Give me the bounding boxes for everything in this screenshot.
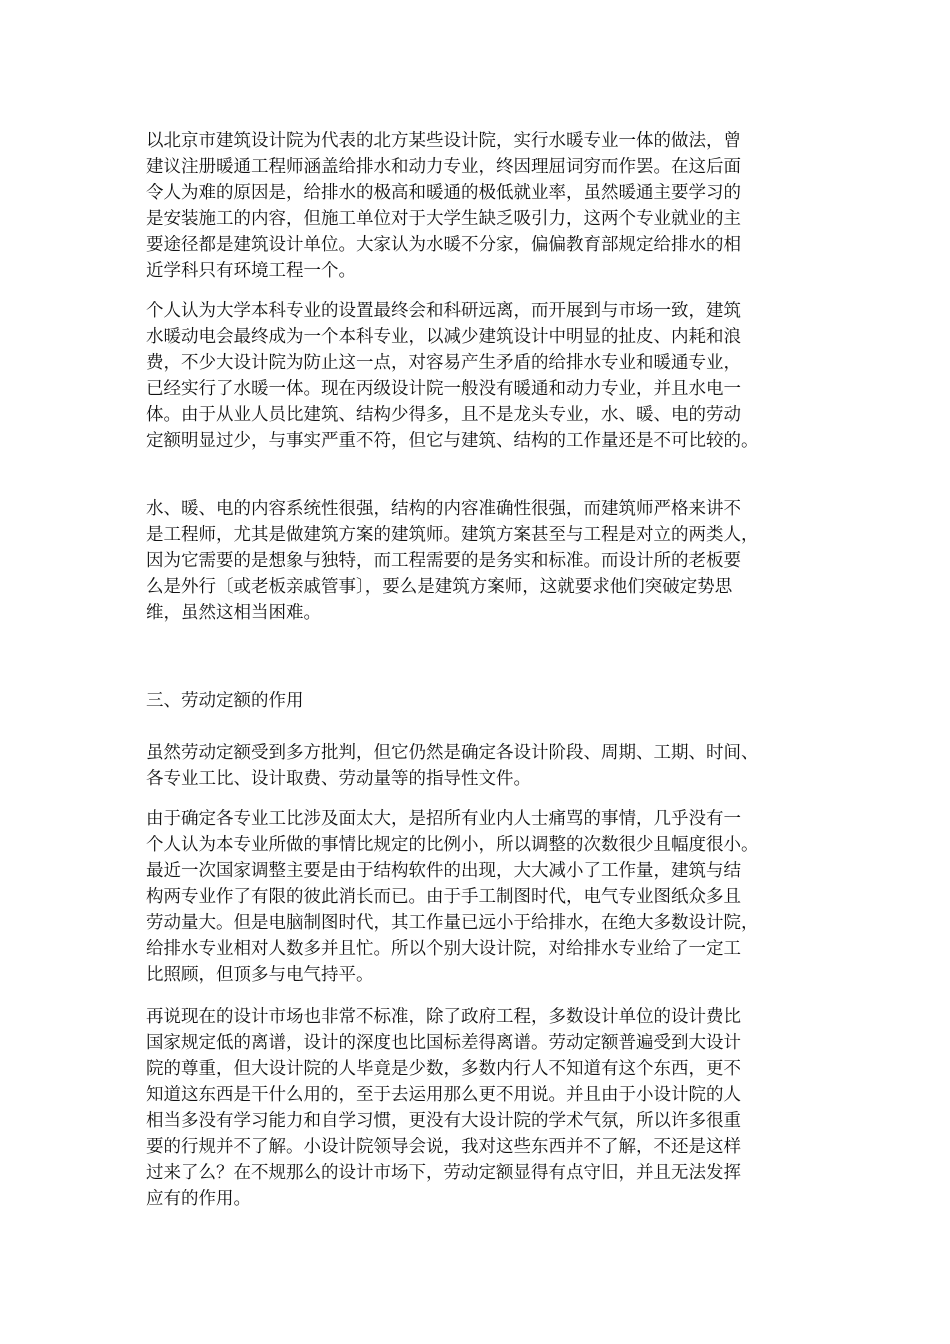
paragraph-5	[146, 806, 808, 988]
text-line: 给排水专业相对人数多并且忙。所以个别大设计院，对给排水专业给了一定工	[146, 939, 741, 959]
text-line: 维，虽然这相当困难。	[146, 603, 321, 623]
text-line: 相当多没有学习能力和自学习惯，更没有大设计院的学术气氛，所以许多很重	[146, 1111, 741, 1131]
text-line: 过来了么？在不规那么的设计市场下，劳动定额显得有点守旧，并且无法发挥	[146, 1163, 741, 1183]
text-line: 已经实行了水暖一体。现在丙级设计院一般没有暖通和动力专业，并且水电一	[146, 379, 741, 399]
heading-text: 三、劳动定额的作用	[146, 691, 304, 711]
text-line: 水、暖、电的内容系统性很强，结构的内容准确性很强，而建筑师严格来讲不	[146, 499, 741, 519]
text-line: 因为它需要的是想象与独特，而工程需要的是务实和标准。而设计所的老板要	[146, 551, 741, 571]
text-line: 个人认为大学本科专业的设置最终会和科研远离，而开展到与市场一致，建筑	[146, 301, 741, 321]
text-line: 要的行规并不了解。小设计院领导会说，我对这些东西并不了解，不还是这样	[146, 1137, 741, 1157]
text-line: 是工程师，尤其是做建筑方案的建筑师。建筑方案甚至与工程是对立的两类人，	[146, 525, 759, 545]
text-line: 虽然劳动定额受到多方批判，但它仍然是确定各设计阶段、周期、工期、时间、	[146, 743, 759, 763]
text-line: 近学科只有环境工程一个。	[146, 261, 356, 281]
text-line: 以北京市建筑设计院为代表的北方某些设计院，实行水暖专业一体的做法，曾	[146, 131, 741, 151]
text-line: 劳动量大。但是电脑制图时代，其工作量已远小于给排水，在绝大多数设计院，	[146, 913, 759, 933]
text-line: 知道这东西是干什么用的，至于去运用那么更不用说。并且由于小设计院的人	[146, 1085, 741, 1105]
text-line: 比照顾，但顶多与电气持平。	[146, 965, 374, 985]
text-line: 个人认为本专业所做的事情比规定的比例小，所以调整的次数很少且幅度很小。	[146, 835, 759, 855]
text-line: 最近一次国家调整主要是由于结构软件的出现，大大减小了工作量，建筑与结	[146, 861, 741, 881]
text-line: 水暖动电会最终成为一个本科专业，以减少建筑设计中明显的扯皮、内耗和浪	[146, 327, 741, 347]
text-line: 院的尊重，但大设计院的人毕竟是少数，多数内行人不知道有这个东西，更不	[146, 1059, 741, 1079]
paragraph-3	[146, 496, 808, 626]
paragraph-1	[146, 128, 808, 284]
text-line: 定额明显过少，与事实严重不符，但它与建筑、结构的工作量还是不可比较的。	[146, 431, 759, 451]
text-line: 建议注册暖通工程师涵盖给排水和动力专业，终因理屈词穷而作罢。在这后面	[146, 157, 741, 177]
text-line: 么是外行〔或老板亲戚管事〕，要么是建筑方案师，这就要求他们突破定势思	[146, 577, 733, 597]
paragraph-2	[146, 298, 808, 454]
text-line: 令人为难的原因是，给排水的极高和暖通的极低就业率，虽然暖通主要学习的	[146, 183, 741, 203]
text-line: 要途径都是建筑设计单位。大家认为水暖不分家，偏偏教育部规定给排水的相	[146, 235, 741, 255]
text-line: 由于确定各专业工比涉及面太大，是招所有业内人士痛骂的事情，几乎没有一	[146, 809, 741, 829]
text-line: 费，不少大设计院为防止这一点，对容易产生矛盾的给排水专业和暖通专业，	[146, 353, 741, 373]
text-line: 应有的作用。	[146, 1189, 251, 1209]
paragraph-4	[146, 740, 808, 792]
section-heading	[146, 688, 808, 714]
text-line: 体。由于从业人员比建筑、结构少得多，且不是龙头专业，水、暖、电的劳动	[146, 405, 741, 425]
text-line: 国家规定低的离谱，设计的深度也比国标差得离谱。劳动定额普遍受到大设计	[146, 1033, 741, 1053]
text-line: 各专业工比、设计取费、劳动量等的指导性文件。	[146, 769, 531, 789]
text-line: 再说现在的设计市场也非常不标准，除了政府工程，多数设计单位的设计费比	[146, 1007, 741, 1027]
paragraph-6	[146, 1004, 808, 1212]
text-line: 构两专业作了有限的彼此消长而已。由于手工制图时代，电气专业图纸众多且	[146, 887, 741, 907]
text-line: 是安装施工的内容，但施工单位对于大学生缺乏吸引力，这两个专业就业的主	[146, 209, 741, 229]
